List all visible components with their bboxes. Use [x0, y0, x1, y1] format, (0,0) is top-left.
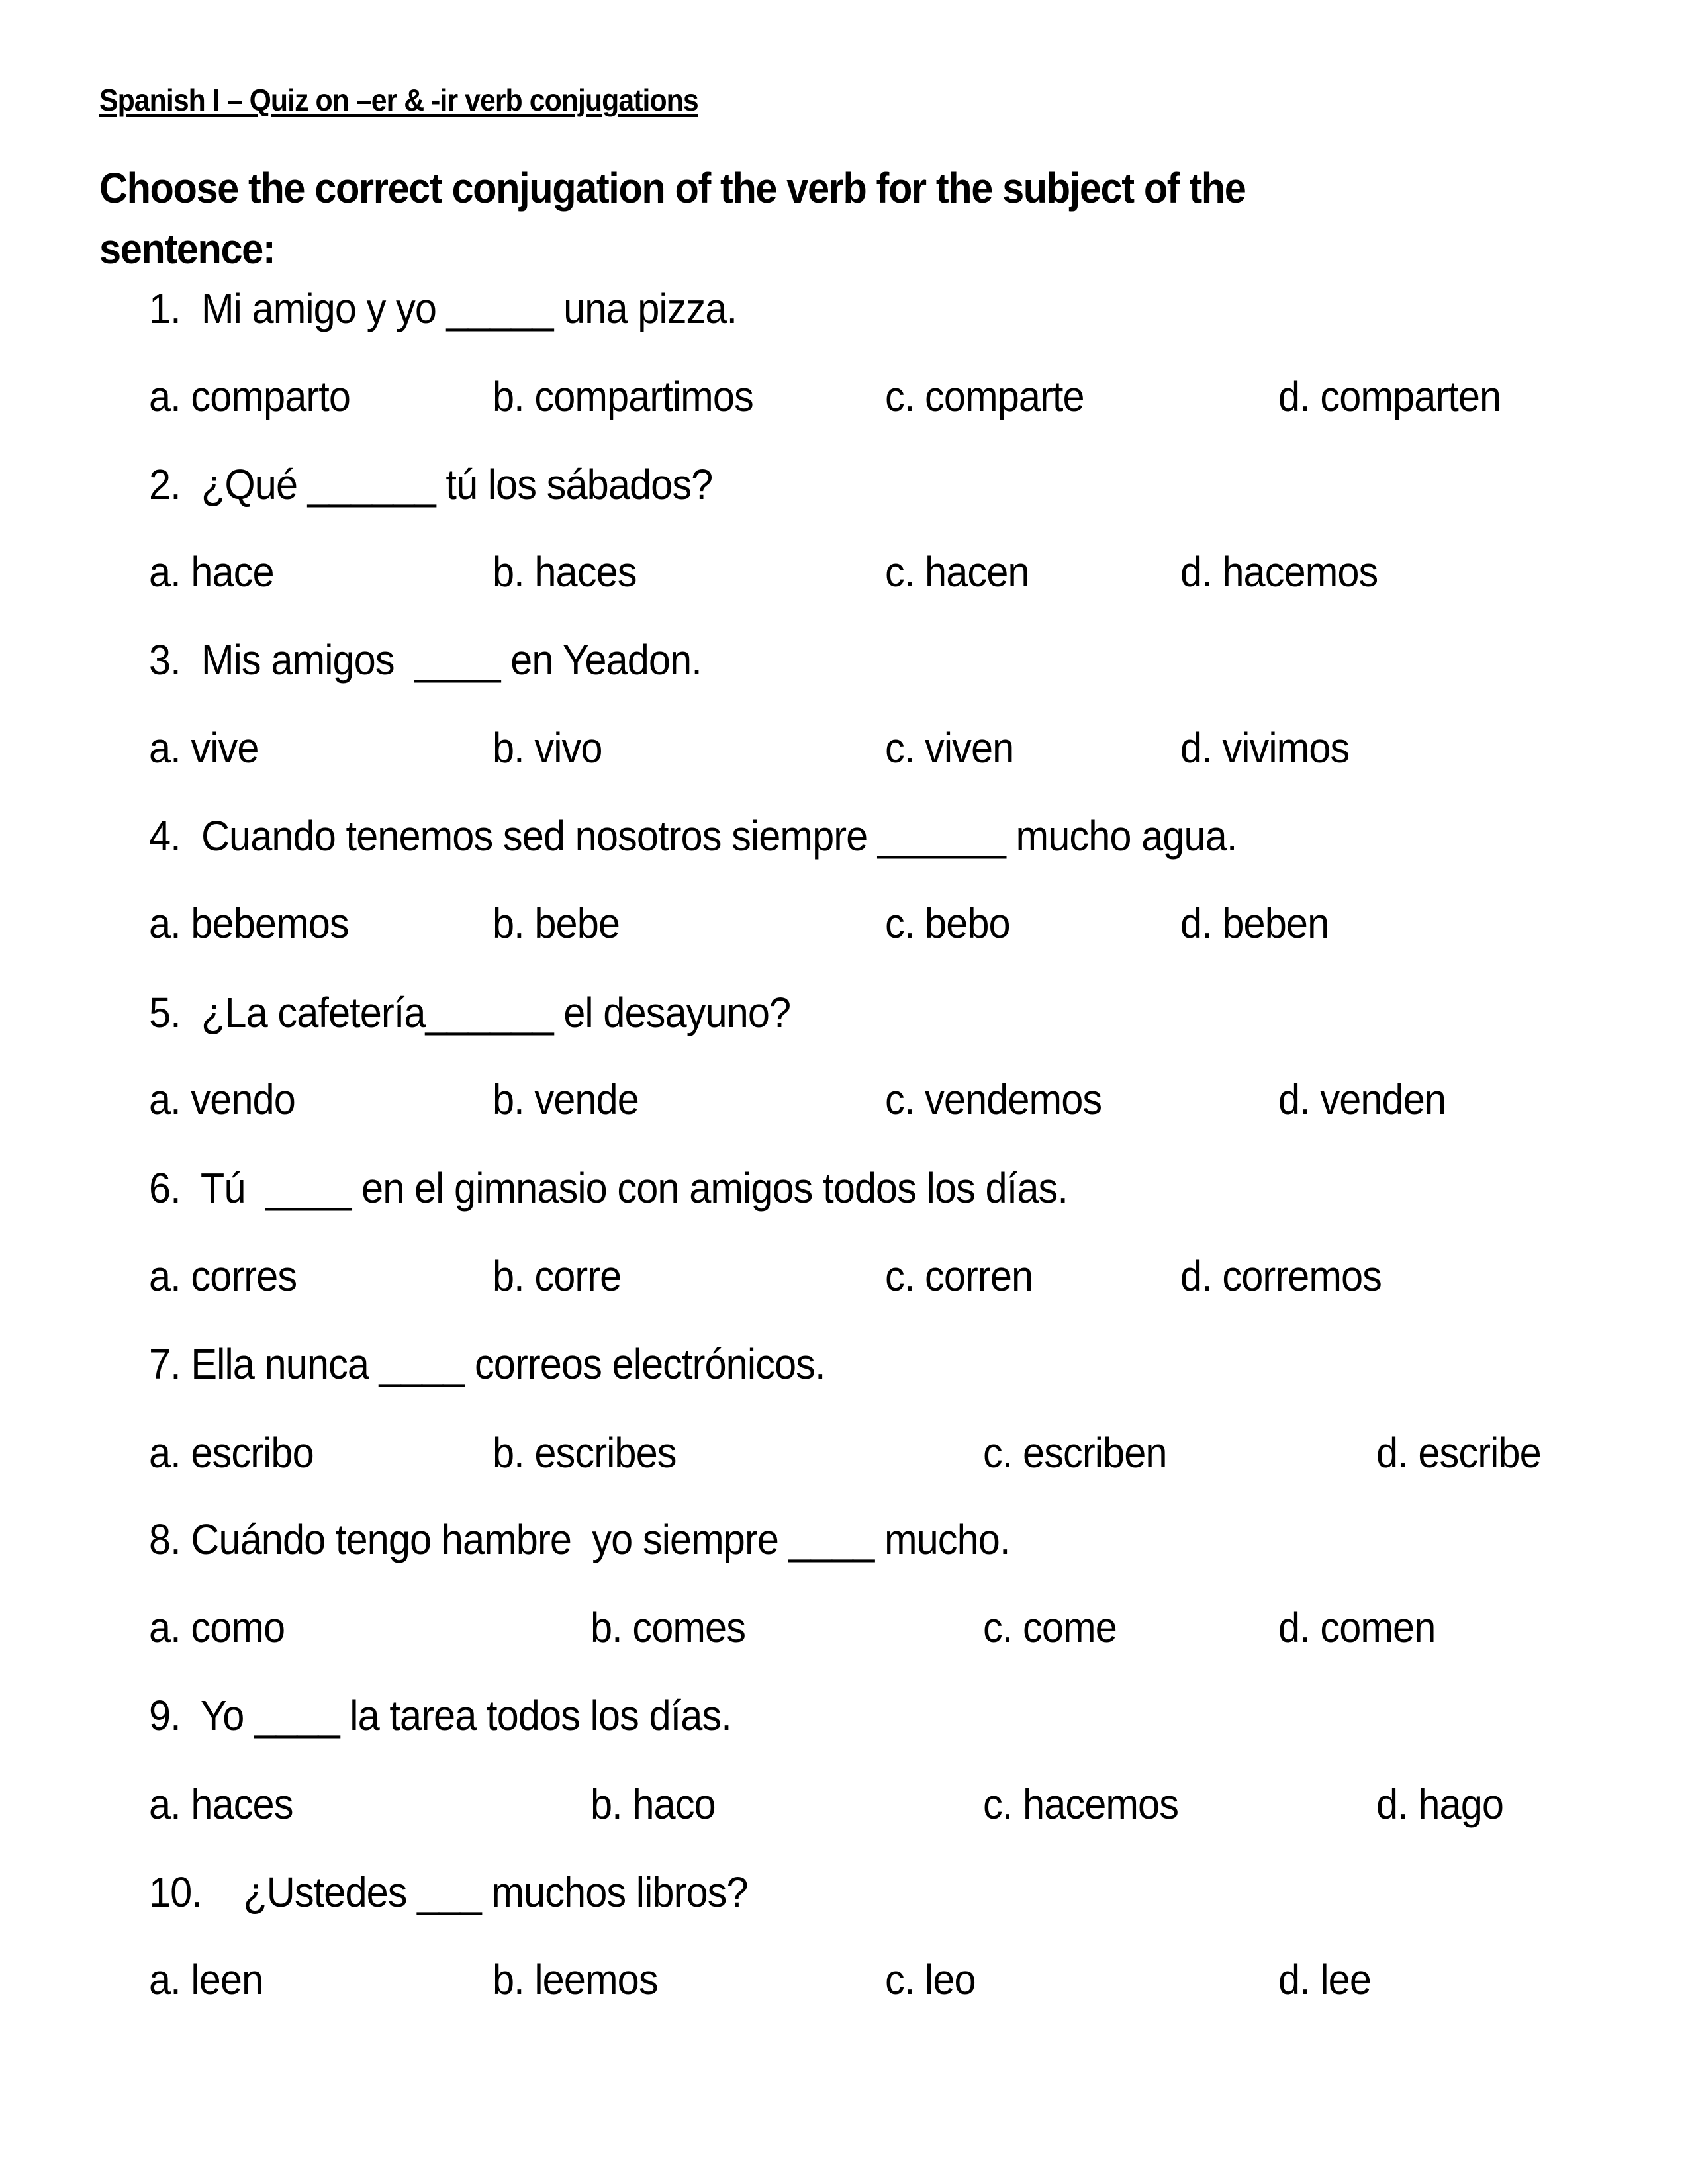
question-8: 8. Cuándo tengo hambre yo siempre ____ mucho.: [149, 1516, 1010, 1563]
question-1-option-b[interactable]: b. compartimos: [492, 373, 753, 420]
question-3-option-c[interactable]: c. viven: [885, 724, 1014, 772]
question-3: 3. Mis amigos ____ en Yeadon.: [149, 636, 702, 684]
question-5: 5. ¿La cafetería______ el desayuno?: [149, 989, 791, 1036]
question-7-option-c[interactable]: c. escriben: [983, 1429, 1167, 1477]
question-10-option-b[interactable]: b. leemos: [492, 1956, 658, 2003]
question-2-option-b[interactable]: b. haces: [492, 548, 637, 596]
question-4-option-b[interactable]: b. bebe: [492, 899, 620, 947]
question-8-option-d[interactable]: d. comen: [1278, 1604, 1436, 1651]
question-9: 9. Yo ____ la tarea todos los días.: [149, 1692, 731, 1739]
question-7-option-d[interactable]: d. escribe: [1376, 1429, 1541, 1477]
instructions-heading-line1: Choose the correct conjugation of the verb for the subject of the: [99, 164, 1246, 212]
question-10: 10. ¿Ustedes ___ muchos libros?: [149, 1868, 748, 1916]
question-4: 4. Cuando tenemos sed nosotros siempre ______ mucho agua.: [149, 812, 1237, 860]
question-3-option-b[interactable]: b. vivo: [492, 724, 602, 772]
question-1-option-c[interactable]: c. comparte: [885, 373, 1084, 420]
question-10-option-d[interactable]: d. lee: [1278, 1956, 1372, 2003]
question-9-option-d[interactable]: d. hago: [1376, 1780, 1504, 1828]
question-1: 1. Mi amigo y yo _____ una pizza.: [149, 285, 737, 332]
instructions-heading-line2: sentence:: [99, 225, 275, 273]
question-8-option-c[interactable]: c. come: [983, 1604, 1117, 1651]
question-7-option-b[interactable]: b. escribes: [492, 1429, 677, 1477]
question-5-option-d[interactable]: d. venden: [1278, 1075, 1446, 1123]
question-10-option-c[interactable]: c. leo: [885, 1956, 976, 2003]
quiz-title: Spanish I – Quiz on –er & -ir verb conjugations: [99, 83, 698, 117]
question-9-option-c[interactable]: c. hacemos: [983, 1780, 1179, 1828]
question-3-option-a[interactable]: a. vive: [149, 724, 259, 772]
question-1-option-a[interactable]: a. comparto: [149, 373, 351, 420]
question-8-option-b[interactable]: b. comes: [590, 1604, 746, 1651]
question-5-option-b[interactable]: b. vende: [492, 1075, 639, 1123]
question-9-option-a[interactable]: a. haces: [149, 1780, 293, 1828]
question-5-option-c[interactable]: c. vendemos: [885, 1075, 1102, 1123]
question-4-option-d[interactable]: d. beben: [1180, 899, 1329, 947]
question-6-option-c[interactable]: c. corren: [885, 1252, 1033, 1300]
question-2-option-c[interactable]: c. hacen: [885, 548, 1029, 596]
question-2-option-a[interactable]: a. hace: [149, 548, 274, 596]
question-8-option-a[interactable]: a. como: [149, 1604, 285, 1651]
question-2-option-d[interactable]: d. hacemos: [1180, 548, 1378, 596]
question-6-option-d[interactable]: d. corremos: [1180, 1252, 1382, 1300]
question-4-option-c[interactable]: c. bebo: [885, 899, 1010, 947]
question-6: 6. Tú ____ en el gimnasio con amigos todos los días.: [149, 1164, 1068, 1212]
question-4-option-a[interactable]: a. bebemos: [149, 899, 349, 947]
question-7: 7. Ella nunca ____ correos electrónicos.: [149, 1340, 825, 1388]
question-7-option-a[interactable]: a. escribo: [149, 1429, 314, 1477]
question-10-option-a[interactable]: a. leen: [149, 1956, 263, 2003]
question-1-option-d[interactable]: d. comparten: [1278, 373, 1501, 420]
question-6-option-b[interactable]: b. corre: [492, 1252, 622, 1300]
question-2: 2. ¿Qué ______ tú los sábados?: [149, 461, 713, 508]
question-5-option-a[interactable]: a. vendo: [149, 1075, 295, 1123]
question-3-option-d[interactable]: d. vivimos: [1180, 724, 1350, 772]
question-9-option-b[interactable]: b. haco: [590, 1780, 716, 1828]
question-6-option-a[interactable]: a. corres: [149, 1252, 297, 1300]
